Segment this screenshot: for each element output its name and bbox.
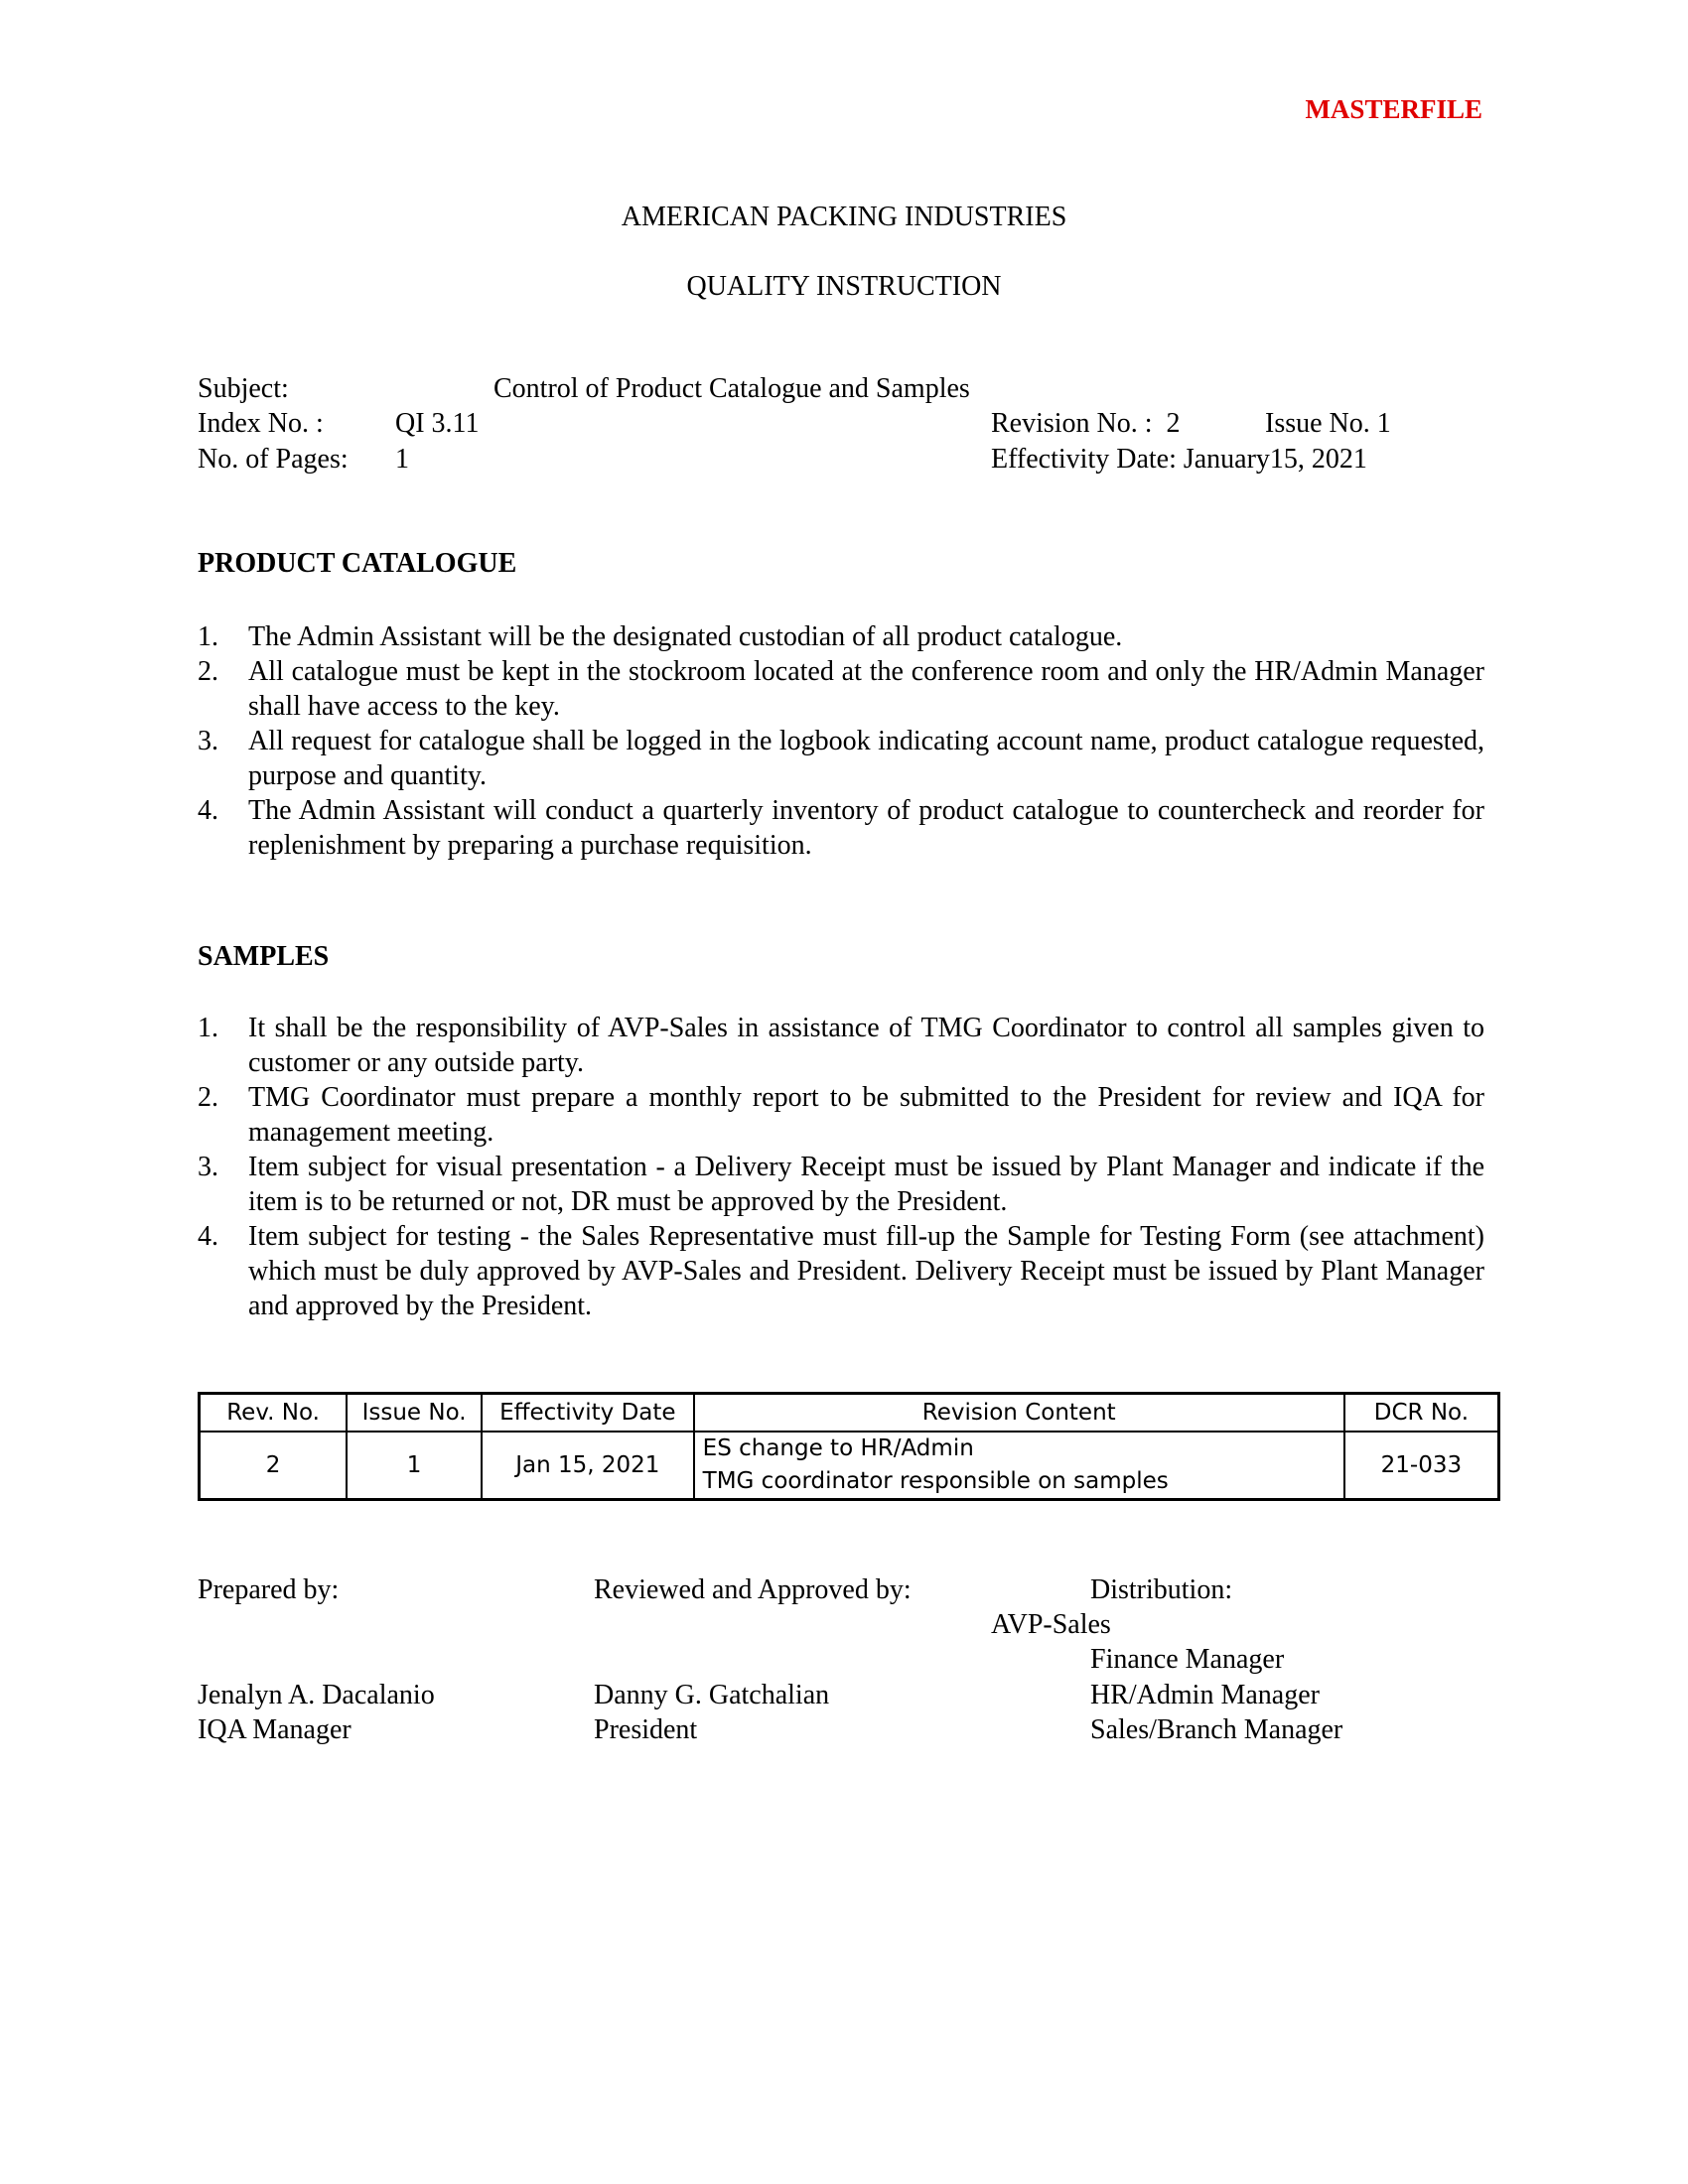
samples-list bbox=[198, 1011, 1484, 1323]
list-item: 1. The Admin Assistant will be the designated custodian of all product catalogue. bbox=[198, 621, 1123, 652]
effectivity-date: Effectivity Date: January15, 2021 bbox=[991, 444, 1367, 475]
reviewed-by-title: President bbox=[594, 1714, 698, 1745]
cell-issue: 1 bbox=[347, 1432, 482, 1500]
header-dcr-no: DCR No. bbox=[1344, 1394, 1499, 1433]
prepared-by-title: IQA Manager bbox=[198, 1714, 352, 1745]
cell-rev: 2 bbox=[200, 1432, 348, 1500]
table-row bbox=[200, 1432, 1499, 1500]
reviewed-by-label: Reviewed and Approved by: bbox=[594, 1574, 912, 1605]
content-line-2: TMG coordinator responsible on samples bbox=[702, 1468, 1169, 1494]
list-item: 2. All catalogue must be kept in the stockroom located at the conference room and only the HR/Admin Manager shall have access to the key. bbox=[198, 656, 1484, 722]
index-label: Index No. : bbox=[198, 408, 324, 439]
header-rev-no: Rev. No. bbox=[200, 1394, 348, 1433]
reviewed-by-name: Danny G. Gatchalian bbox=[594, 1680, 830, 1710]
header-effectivity-date: Effectivity Date bbox=[482, 1394, 694, 1433]
revision-no: Revision No. : 2 bbox=[991, 408, 1181, 439]
index-value: QI 3.11 bbox=[395, 408, 480, 439]
revision-table bbox=[198, 1392, 1500, 1501]
list-item: 4. The Admin Assistant will conduct a quarterly inventory of product catalogue to countercheck and reorder for replenishment by preparing a purchase requisition. bbox=[198, 795, 1484, 861]
distribution-label: Distribution: bbox=[1090, 1574, 1233, 1605]
cell-date: Jan 15, 2021 bbox=[482, 1432, 694, 1500]
prepared-by-name: Jenalyn A. Dacalanio bbox=[198, 1680, 435, 1710]
table-header-row bbox=[200, 1394, 1499, 1433]
pages-label: No. of Pages: bbox=[198, 444, 349, 475]
section-title-catalogue: PRODUCT CATALOGUE bbox=[198, 548, 517, 579]
pages-value: 1 bbox=[395, 444, 409, 475]
list-item: 3. All request for catalogue shall be logged in the logbook indicating account name, product catalogue requested, purpose and quantity. bbox=[198, 726, 1484, 791]
prepared-by-label: Prepared by: bbox=[198, 1574, 340, 1605]
list-item: 4. Item subject for testing - the Sales Representative must fill-up the Sample for Testing Form (see attachment) which must be duly approved by AVP-Sales and President. Delivery Receipt must be issued by Plant Manager and approved by the President. bbox=[198, 1221, 1484, 1321]
distribution-item: AVP-Sales bbox=[991, 1609, 1111, 1640]
subject-value: Control of Product Catalogue and Samples bbox=[493, 373, 970, 404]
header-issue-no: Issue No. bbox=[347, 1394, 482, 1433]
cell-dcr: 21-033 bbox=[1344, 1432, 1499, 1500]
list-item: 1. It shall be the responsibility of AVP-Sales in assistance of TMG Coordinator to control all samples given to customer or any outside party. bbox=[198, 1013, 1484, 1078]
section-title-samples: SAMPLES bbox=[198, 941, 330, 972]
content-line-1: ES change to HR/Admin bbox=[702, 1435, 974, 1461]
masterfile-stamp: MASTERFILE bbox=[1305, 94, 1482, 124]
document-type: QUALITY INSTRUCTION bbox=[686, 271, 1002, 302]
distribution-item: Finance Manager bbox=[1090, 1644, 1285, 1675]
cell-content bbox=[694, 1432, 1344, 1500]
list-item: 2. TMG Coordinator must prepare a monthly report to be submitted to the President for review and IQA for management meeting. bbox=[198, 1082, 1484, 1148]
distribution-item: HR/Admin Manager bbox=[1090, 1680, 1320, 1710]
issue-no: Issue No. 1 bbox=[1265, 408, 1391, 439]
subject-label: Subject: bbox=[198, 373, 289, 404]
catalogue-list bbox=[198, 619, 1484, 863]
list-item: 3. Item subject for visual presentation - a Delivery Receipt must be issued by Plant Manager and indicate if the item is to be returned or not, DR must be approved by the President. bbox=[198, 1152, 1484, 1217]
distribution-item: Sales/Branch Manager bbox=[1090, 1714, 1343, 1745]
header-revision-content: Revision Content bbox=[694, 1394, 1344, 1433]
company-name: AMERICAN PACKING INDUSTRIES bbox=[621, 202, 1067, 232]
